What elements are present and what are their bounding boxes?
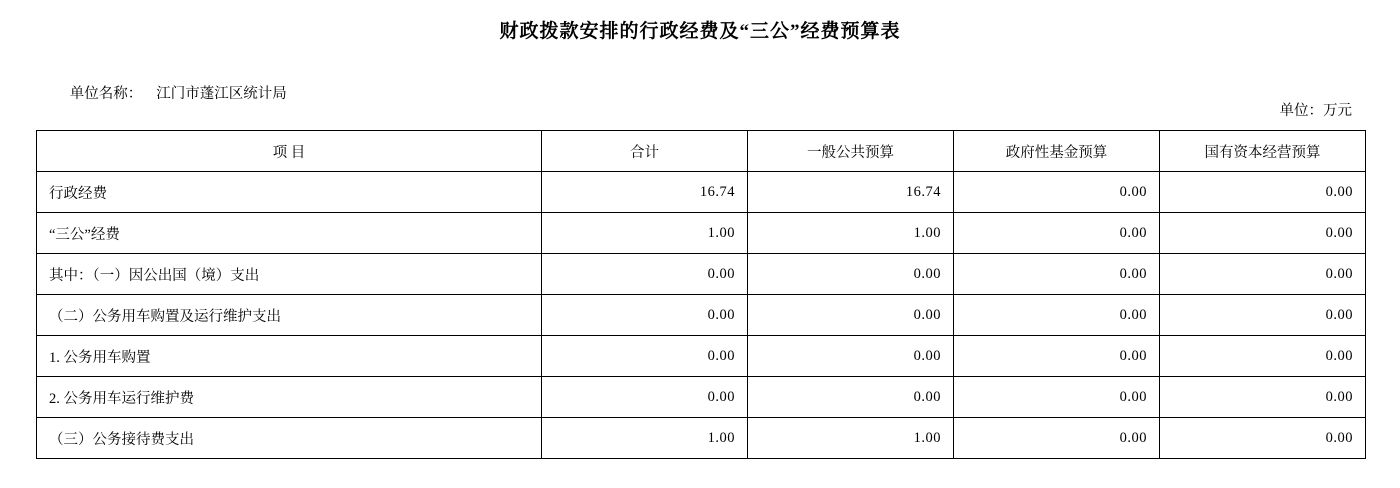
row-value-government-fund-budget: 0.00 <box>954 336 1160 377</box>
row-value-government-fund-budget: 0.00 <box>954 172 1160 213</box>
table-row <box>37 295 1366 336</box>
row-value-general-public-budget: 0.00 <box>748 336 954 377</box>
row-value-state-capital-budget: 0.00 <box>1160 172 1366 213</box>
row-value-state-capital-budget: 0.00 <box>1160 418 1366 459</box>
row-value-total: 1.00 <box>542 418 748 459</box>
row-label: 其中：（一）因公出国（境）支出 <box>37 254 542 295</box>
table-row <box>37 254 1366 295</box>
unit-name-label: 单位名称： <box>69 86 143 102</box>
row-label: “三公”经费 <box>37 213 542 254</box>
row-value-state-capital-budget: 0.00 <box>1160 336 1366 377</box>
row-value-state-capital-budget: 0.00 <box>1160 213 1366 254</box>
column-header-total: 合计 <box>542 131 748 172</box>
amount-unit-label: 单位：万元 <box>1279 103 1352 119</box>
row-value-government-fund-budget: 0.00 <box>954 295 1160 336</box>
row-value-total: 0.00 <box>542 295 748 336</box>
table-row <box>37 172 1366 213</box>
table-row <box>37 377 1366 418</box>
column-header-government-fund-budget: 政府性基金预算 <box>954 131 1160 172</box>
row-value-government-fund-budget: 0.00 <box>954 418 1160 459</box>
row-value-total: 0.00 <box>542 336 748 377</box>
column-header-general-public-budget: 一般公共预算 <box>748 131 954 172</box>
row-label: 行政经费 <box>37 172 542 213</box>
table-row <box>37 213 1366 254</box>
row-value-total: 0.00 <box>542 254 748 295</box>
row-value-general-public-budget: 0.00 <box>748 254 954 295</box>
row-value-general-public-budget: 0.00 <box>748 377 954 418</box>
unit-name-value: 江门市蓬江区统计局 <box>156 86 287 102</box>
column-header-state-capital-budget: 国有资本经营预算 <box>1160 131 1366 172</box>
unit-name <box>48 65 287 120</box>
row-value-state-capital-budget: 0.00 <box>1160 254 1366 295</box>
row-value-state-capital-budget: 0.00 <box>1160 295 1366 336</box>
table-row <box>37 418 1366 459</box>
row-value-total: 0.00 <box>542 377 748 418</box>
row-value-government-fund-budget: 0.00 <box>954 213 1160 254</box>
row-value-total: 1.00 <box>542 213 748 254</box>
row-label: （三）公务接待费支出 <box>37 418 542 459</box>
row-value-state-capital-budget: 0.00 <box>1160 377 1366 418</box>
row-value-general-public-budget: 0.00 <box>748 295 954 336</box>
budget-report-page <box>0 16 1400 488</box>
row-value-general-public-budget: 1.00 <box>748 213 954 254</box>
row-label: 1. 公务用车购置 <box>37 336 542 377</box>
report-meta <box>48 65 1352 120</box>
page-title: 财政拨款安排的行政经费及“三公”经费预算表 <box>499 21 901 42</box>
row-value-government-fund-budget: 0.00 <box>954 254 1160 295</box>
budget-table <box>36 130 1366 459</box>
row-value-total: 16.74 <box>542 172 748 213</box>
row-label: 2. 公务用车运行维护费 <box>37 377 542 418</box>
row-value-general-public-budget: 16.74 <box>748 172 954 213</box>
row-value-general-public-budget: 1.00 <box>748 418 954 459</box>
row-value-government-fund-budget: 0.00 <box>954 377 1160 418</box>
row-label: （二）公务用车购置及运行维护支出 <box>37 295 542 336</box>
table-header-row <box>37 131 1366 172</box>
table-row <box>37 336 1366 377</box>
column-header-item: 项 目 <box>37 131 542 172</box>
